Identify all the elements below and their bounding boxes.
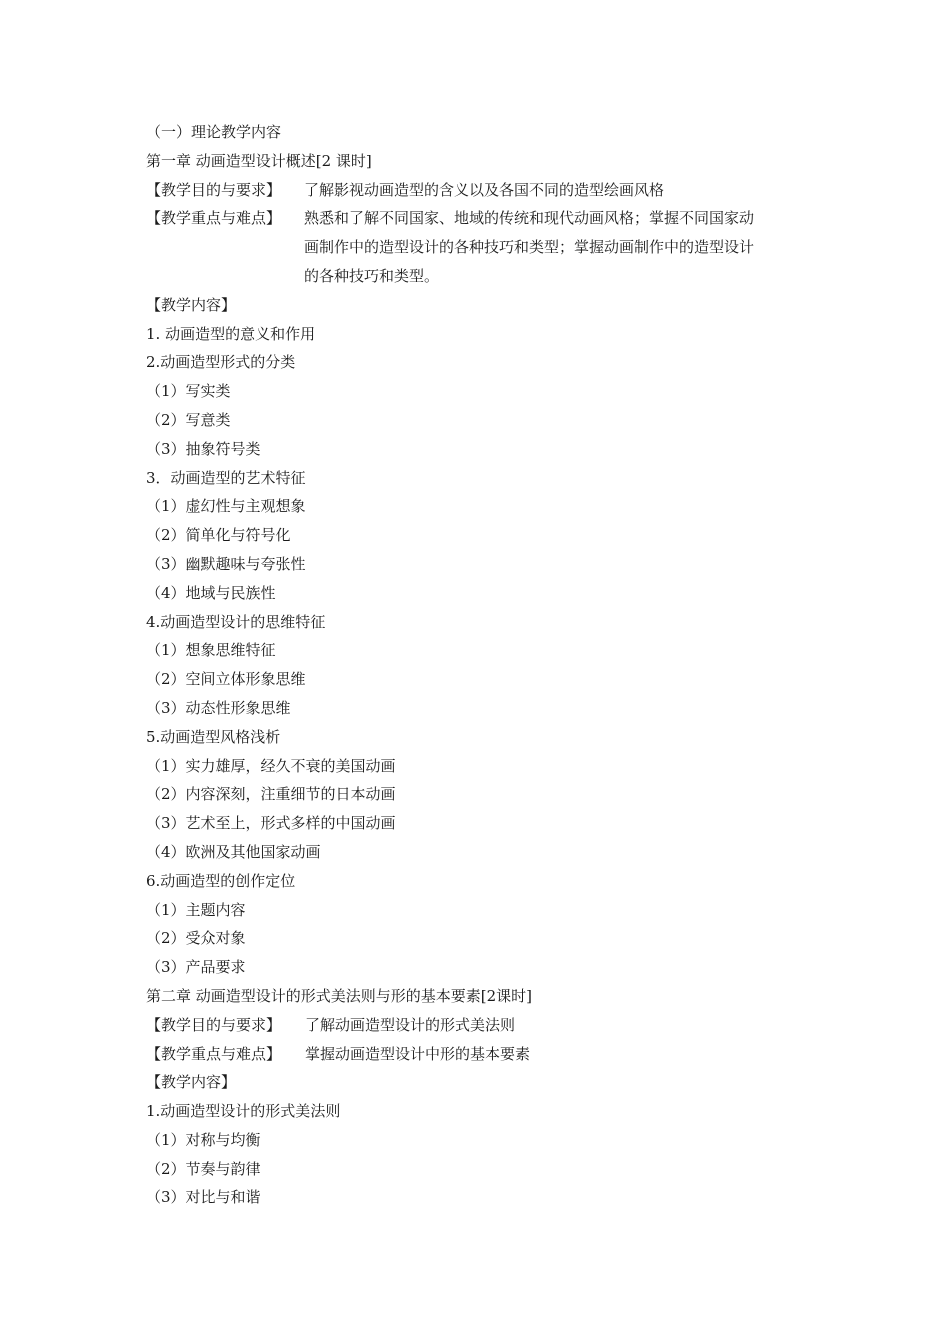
list-item: 5.动画造型风格浅析 [146,727,281,746]
list-item: （2）节奏与韵律 [146,1159,261,1178]
list-item: （1）写实类 [146,382,231,401]
focus-text-line: 画制作中的造型设计的各种技巧和类型；掌握动画制作中的造型设计 [304,238,755,257]
list-item: 1.动画造型设计的形式美法则 [146,1102,341,1121]
list-item: （3）抽象符号类 [146,439,261,458]
list-item: （1）虚幻性与主观想象 [146,497,306,516]
goal-label: 【教学目的与要求】 [146,180,282,199]
chapter-2-goal [146,1011,816,1040]
list-item: 2.动画造型形式的分类 [146,353,296,372]
chapter-1-goal [146,176,816,205]
focus-text [304,204,814,290]
list-item: （3）对比与和谐 [146,1188,261,1207]
focus-label: 【教学重点与难点】 [146,1044,282,1063]
chapter-1-focus [146,204,816,290]
list-item: （3）幽默趣味与夸张性 [146,554,306,573]
list-item: （2）简单化与符号化 [146,526,291,545]
chapter-1-title: 第一章 动画造型设计概述[2 课时] [146,151,372,170]
list-item: （2）内容深刻，注重细节的日本动画 [146,785,396,804]
list-item: 1. 动画造型的意义和作用 [146,324,316,343]
list-item: 4.动画造型设计的思维特征 [146,612,326,631]
list-item: （1）主题内容 [146,900,246,919]
list-item: （1）对称与均衡 [146,1130,261,1149]
goal-label: 【教学目的与要求】 [146,1015,282,1034]
list-item: （3）动态性形象思维 [146,698,291,717]
list-item: （4）地域与民族性 [146,583,276,602]
list-item: （3）产品要求 [146,958,246,977]
list-item: （3）艺术至上，形式多样的中国动画 [146,814,396,833]
focus-text-line: 熟悉和了解不同国家、地域的传统和现代动画风格；掌握不同国家动 [304,209,755,228]
list-item: 6.动画造型的创作定位 [146,871,296,890]
list-item: （2）受众对象 [146,929,246,948]
chapter-2-focus [146,1040,816,1069]
list-item: （1）实力雄厚，经久不衰的美国动画 [146,756,396,775]
chapter-2-title: 第二章 动画造型设计的形式美法则与形的基本要素[2课时] [146,986,533,1005]
goal-text: 了解动画造型设计的形式美法则 [305,1015,516,1034]
focus-label: 【教学重点与难点】 [146,209,282,228]
chapter-1-content-label: 【教学内容】 [146,295,237,314]
chapter-2-content-label: 【教学内容】 [146,1073,237,1092]
section-heading: （一）理论教学内容 [146,123,282,141]
list-item: （2）空间立体形象思维 [146,670,306,689]
list-item: 3．动画造型的艺术特征 [146,468,306,487]
list-item: （1）想象思维特征 [146,641,276,660]
goal-text: 了解影视动画造型的含义以及各国不同的造型绘画风格 [304,180,665,199]
list-item: （4）欧洲及其他国家动画 [146,842,321,861]
document-body [146,118,816,1212]
list-item: （2）写意类 [146,410,231,429]
focus-text: 掌握动画造型设计中形的基本要素 [305,1044,531,1063]
focus-text-line: 的各种技巧和类型。 [304,266,440,285]
